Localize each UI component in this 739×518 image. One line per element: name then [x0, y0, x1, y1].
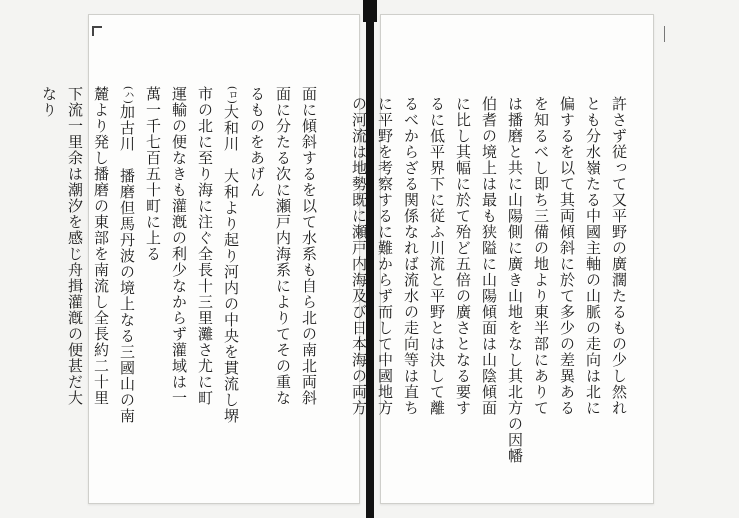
text-line: の河流は地勢既に瀬戸内海及び日本海の両方 [350, 96, 368, 416]
entry-marker: (ハ) [122, 86, 133, 104]
left-page-text [40, 86, 322, 486]
spine-top-cap [363, 0, 377, 22]
text-line: 許さず従って又平野の廣濶たるもの少し然れ [610, 96, 628, 416]
text-line: るものをあげん [248, 86, 266, 198]
text-line: に平野を考察するに難からず而して中國地方 [376, 96, 394, 416]
text-line: は播磨と共に山陽側に廣き山地をなし其北方の因幡 [506, 96, 524, 464]
entry-marker: (ロ) [226, 86, 237, 104]
text-line: 運輸の便なきも灌漑の利少なからず灌域は一 [170, 86, 188, 406]
text-line: 伯耆の境上は最も狭隘に山陽傾面は山陰傾面 [480, 96, 498, 416]
right-page-corner-mark [658, 26, 665, 42]
text-line: を知るべし即ち三備の地より東半部にありて [532, 96, 550, 416]
text-line: とも分水嶺たる中國主軸の山脈の走向は北に [584, 96, 602, 416]
text-line: るに低平界下に従ふ川流と平野とは決して離 [428, 96, 446, 416]
text-line: 偏するを以て其両傾斜に於て多少の差異ある [558, 96, 576, 416]
text-line: 面に分たる次に瀬戸内海系によりてその重な [274, 86, 292, 406]
text-line: 萬一千七百五十町に上る [144, 86, 162, 262]
text-line: に比し其幅に於て殆ど五倍の廣さとなる要す [454, 96, 472, 416]
right-page-text [350, 96, 632, 486]
text-line: 下流一里余は潮汐を感じ舟揖灌漑の便甚だ大 [66, 86, 84, 406]
text-line: 市の北に至り海に注ぐ全長十三里灘さ尤に町 [196, 86, 214, 406]
text-line: 麓より発し播磨の東部を南流し全長約二十里 [92, 86, 110, 406]
text-line: 面に傾斜するを以て水系も自ら北の南北両斜 [300, 86, 318, 406]
text-line: 加古川 播磨但馬丹波の境上なる三國山の南 [118, 103, 136, 424]
text-line: るべからざる関係なれば流水の走向等は直ち [402, 96, 420, 416]
river-entry-kako [114, 86, 140, 486]
left-page-corner-mark [92, 26, 102, 36]
text-line: 大和川 大和より起り河内の中央を貫流し堺 [222, 103, 240, 424]
text-line: なり [40, 86, 58, 118]
river-entry-yamato [218, 86, 244, 486]
